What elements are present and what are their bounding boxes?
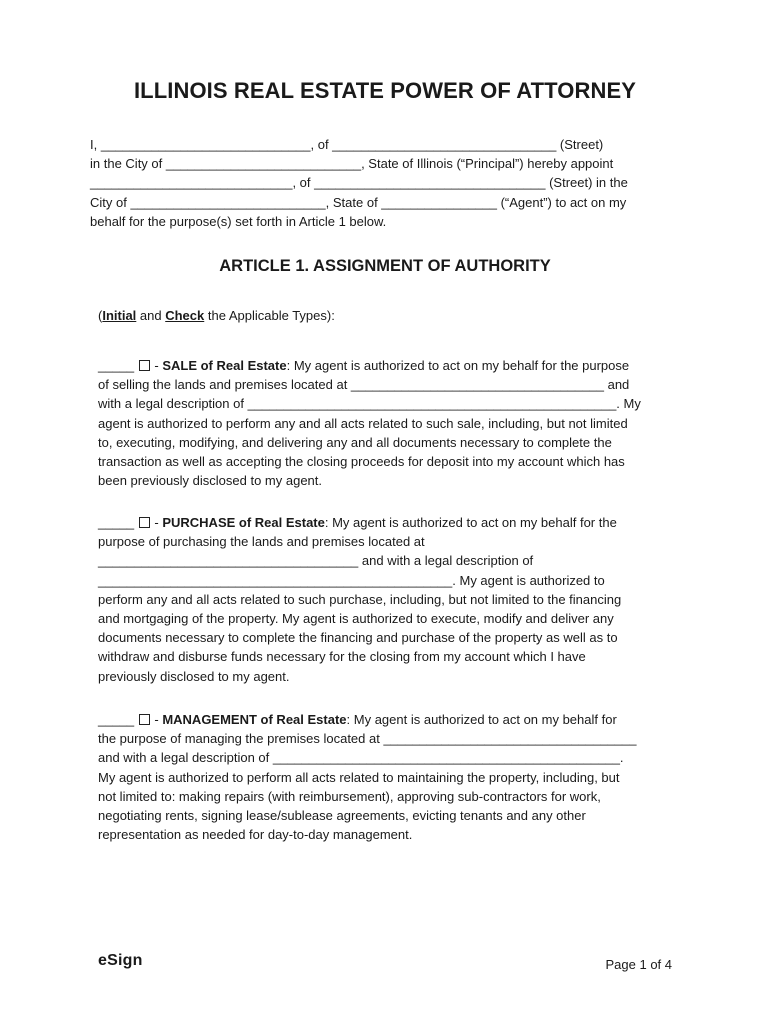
section-line: perform any and all acts related to such purchase, including, but not limited to the financing [98, 591, 622, 607]
section-line: with a legal description of ___________________________________________________. My [98, 396, 641, 412]
intro-line: ____________________________, of ________________________________ (Street) in the [90, 175, 628, 191]
intro-line: behalf for the purpose(s) set forth in Article 1 below. [90, 213, 387, 229]
esign-logo: eSign [98, 952, 143, 969]
intro-paragraph [90, 135, 628, 231]
section-first-line [98, 513, 621, 532]
section-line: My agent is authorized to perform all acts related to maintaining the property, including, but [98, 769, 620, 785]
dash: - [150, 358, 163, 373]
section-line: withdraw and disburse funds necessary for the closing from my account which I have [98, 649, 586, 665]
section-line: agent is authorized to perform any and all acts related to such sale, including, but not limited [98, 415, 628, 431]
article-heading: ARTICLE 1. ASSIGNMENT OF AUTHORITY [219, 257, 551, 275]
instruction-initial: Initial [102, 308, 137, 323]
section-first-line [98, 356, 641, 375]
section-line: not limited to: making repairs (with reimbursement), approving sub-contractors for work, [98, 788, 601, 804]
section-line: documents necessary to complete the financing and purchase of the property as well as to [98, 630, 618, 646]
intro-line: in the City of ___________________________, State of Illinois (“Principal”) hereby appoint [90, 156, 614, 172]
page-number: Page 1 of 4 [605, 957, 672, 972]
section-first-line-rest: : My agent is authorized to act on my behalf for the purpose [286, 358, 630, 373]
dash: - [150, 515, 163, 530]
dash: - [150, 712, 163, 727]
section-line: negotiating rents, signing lease/sublease agreements, evicting tenants and any other [98, 808, 586, 824]
checkbox-purchase[interactable] [139, 517, 150, 528]
instruction-check: Check [165, 308, 205, 323]
section-first-line-rest: : My agent is authorized to act on my behalf for the [324, 515, 617, 530]
checkbox-management[interactable] [139, 714, 150, 725]
section-line: the purpose of managing the premises located at ___________________________________ [98, 731, 637, 747]
intro-line: I, _____________________________, of _______________________________ (Street) [90, 137, 604, 152]
section-line: _________________________________________________. My agent is authorized to [98, 572, 605, 588]
instruction-and: and [136, 308, 166, 323]
section-heading: SALE of Real Estate [162, 358, 287, 373]
section-line: of selling the lands and premises located at ___________________________________ and [98, 377, 630, 393]
initial-blank[interactable]: _____ [98, 515, 138, 530]
intro-line: City of ___________________________, State of ________________ (“Agent”) to act on my [90, 194, 627, 210]
section-line: previously disclosed to my agent. [98, 668, 290, 684]
initial-blank[interactable]: _____ [98, 358, 138, 373]
section-heading: PURCHASE of Real Estate [162, 515, 325, 530]
section-first-line-rest: : My agent is authorized to act on my behalf for [346, 712, 617, 727]
instruction-open: ( [98, 308, 103, 323]
section-line: representation as needed for day-to-day management. [98, 827, 413, 843]
section-sale [98, 356, 641, 490]
section-line: purpose of purchasing the lands and premises located at [98, 534, 425, 550]
instruction-text [98, 308, 335, 323]
section-line: been previously disclosed to my agent. [98, 473, 323, 489]
section-line: ____________________________________ and with a legal description of [98, 553, 534, 569]
checkbox-sale[interactable] [139, 360, 150, 371]
initial-blank[interactable]: _____ [98, 712, 138, 727]
instruction-rest: the Applicable Types): [204, 308, 335, 323]
section-line: and mortgaging of the property. My agent is authorized to execute, modify and deliver any [98, 611, 614, 627]
section-purchase [98, 513, 621, 686]
section-line: and with a legal description of ________________________________________________. [98, 750, 624, 766]
section-line: transaction as well as accepting the closing proceeds for deposit into my account which has [98, 454, 625, 470]
section-heading: MANAGEMENT of Real Estate [162, 712, 347, 727]
document-title: ILLINOIS REAL ESTATE POWER OF ATTORNEY [133, 78, 637, 103]
section-line: to, executing, modifying, and delivering any and all documents necessary to complete the [98, 434, 612, 450]
section-management [98, 710, 637, 844]
section-first-line [98, 710, 637, 729]
